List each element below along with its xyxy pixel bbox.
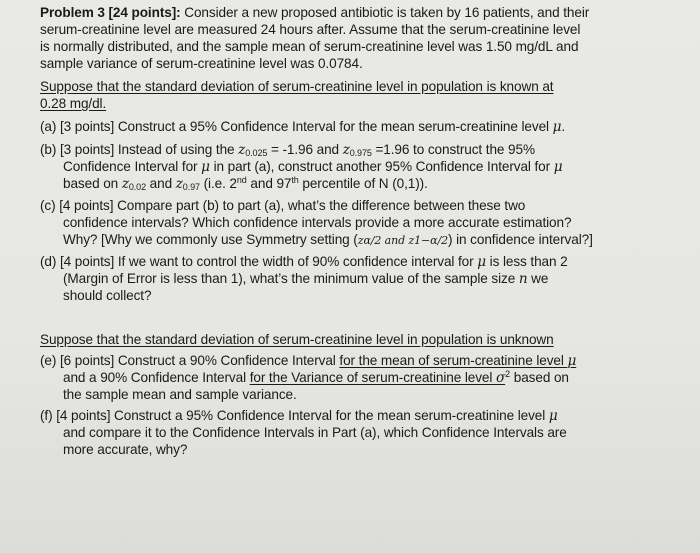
part-a: (a) [3 points] Construct a 95% Confidence Interval for the mean serum-creatinine level μ. — [40, 119, 566, 135]
mu-symbol: μ — [552, 119, 562, 135]
part-d-line-3: should collect? — [63, 288, 152, 303]
part-b-line-1: (b) [3 points] Instead of using the $z_{0.025} = -1.96$ and $z_{0.975} =1.96$ to construct the 95% — [40, 142, 535, 158]
intro-line-4: sample variance of serum-creatinine level was 0.0784. — [40, 56, 363, 71]
known-heading-line-1: Suppose that the standard deviation of serum-creatinine level in population is known at — [40, 79, 554, 94]
problem-heading: Problem 3 [24 points]: — [40, 5, 181, 20]
part-b-line-2: Confidence Interval for μ in part (a), construct another 95% Confidence Interval for μ — [63, 159, 563, 175]
unknown-heading: Suppose that the standard deviation of serum-creatinine level in population is unknown — [40, 332, 554, 347]
part-d-line-1: (d) [4 points] If we want to control the width of 90% confidence interval for μ is less than 2 — [40, 254, 568, 270]
part-f-line-3: more accurate, why? — [63, 442, 188, 457]
part-c-line-3: Why? [Why we commonly use Symmetry setting (zα/2 and z1−α/2) in confidence interval?] — [63, 232, 593, 247]
intro-line-1: Problem 3 [24 points]: Consider a new proposed antibiotic is taken by 16 patients, and their — [40, 5, 590, 20]
part-f-line-2: and compare it to the Confidence Intervals in Part (a), which Confidence Intervals are — [63, 425, 567, 440]
part-d-line-2: (Margin of Error is less than 1), what’s the minimum value of the sample size n we — [63, 271, 549, 287]
part-c-line-1: (c) [4 points] Compare part (b) to part (a), what’s the difference between these two — [40, 198, 526, 213]
part-f-line-1: (f) [4 points] Construct a 95% Confidence Interval for the mean serum-creatinine level μ — [40, 408, 558, 424]
part-e-line-2: and a 90% Confidence Interval for the Variance of serum-creatinine level $\sigma^2$ based on — [63, 369, 569, 386]
part-e-line-1: (e) [6 points] Construct a 90% Confidence Interval for the mean of serum-creatinine level μ — [40, 353, 577, 369]
intro-line-2: serum-creatinine level are measured 24 hours after. Assume that the serum-creatinine level — [40, 22, 581, 37]
known-heading-line-2: 0.28 mg/dl. — [40, 96, 107, 111]
part-c-line-2: confidence intervals? Which confidence intervals provide a more accurate estimation? — [63, 215, 572, 230]
intro-line-3: is normally distributed, and the sample mean of serum-creatinine level was 1.50 mg/dL and — [40, 39, 579, 54]
part-b-line-3: based on $z_{0.02}$ and $z_{0.97}$ (i.e. 2nd and 97th percentile of N (0,1)). — [63, 175, 428, 192]
part-e-line-3: the sample mean and sample variance. — [63, 387, 297, 402]
symmetry-notation: zα/2 and z1−α/2 — [357, 234, 448, 247]
